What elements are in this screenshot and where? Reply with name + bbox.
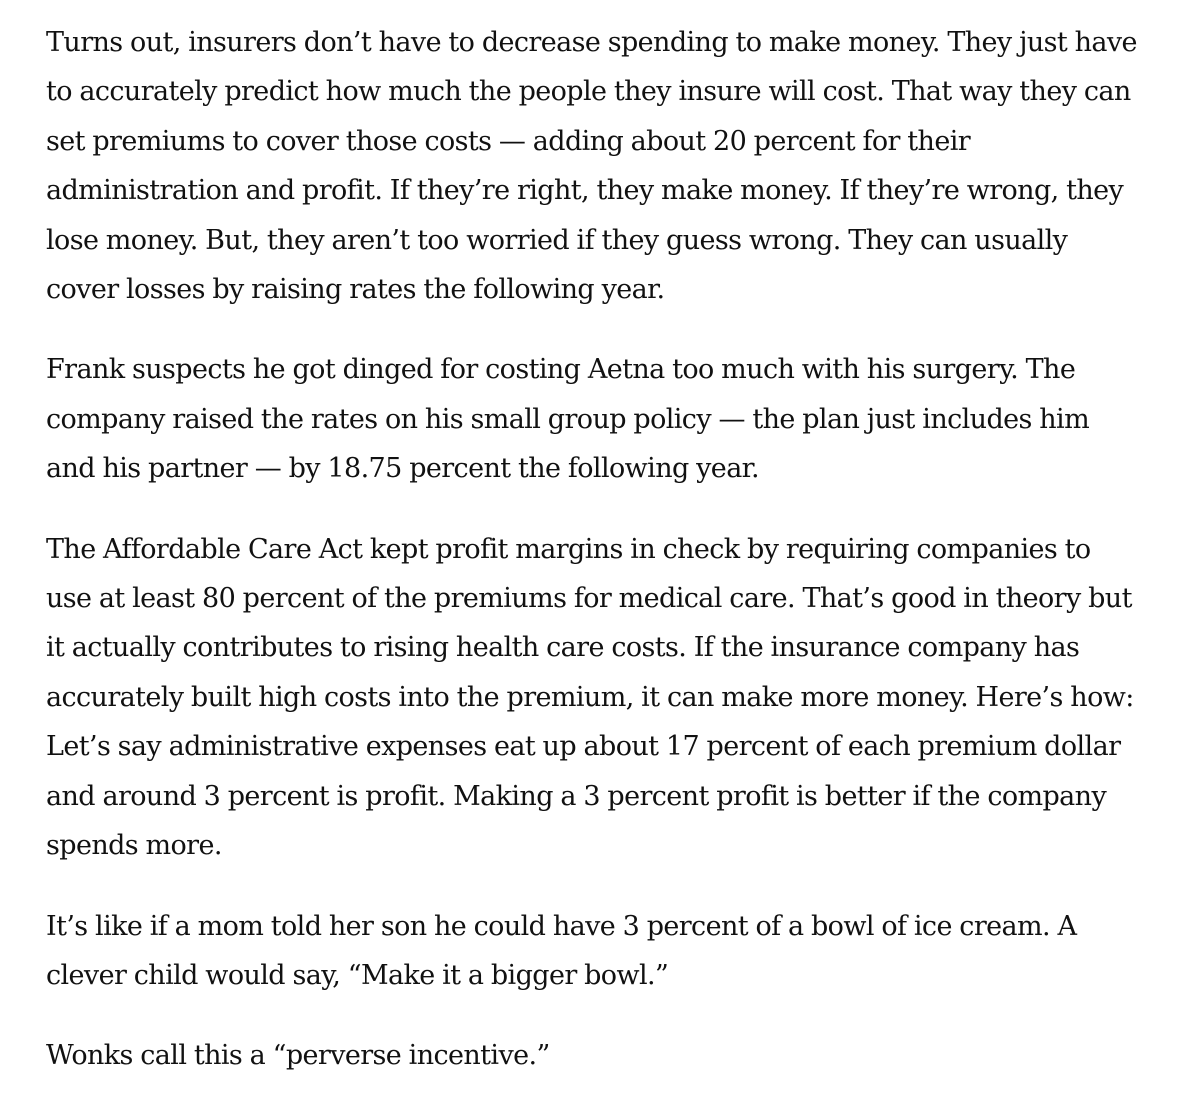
paragraph-frank-rate-increase: Frank suspects he got dinged for costing Aetna too much with his surgery. The company raised the rates on his small group policy — the plan just includes him and his partner — by 18.75 percent the following year. [46, 354, 1090, 485]
paragraph-insurer-profits: Turns out, insurers don’t have to decrease spending to make money. They just have to accurately predict how much the people they insure will cost. That way they can set premiums to cover those costs — adding about 20 percent for their administration and profit. If they’re right, they make money. If they’re wrong, they lose money. But, they aren’t too worried if they guess wrong. They can usually cover losses by raising rates the following year. [46, 27, 1137, 306]
paragraph-ice-cream-analogy: It’s like if a mom told her son he could have 3 percent of a bowl of ice cream. A clever child would say, “Make it a bigger bowl.” [46, 910, 1077, 991]
paragraph-perverse-incentive: Wonks call this a “perverse incentive.” [46, 1040, 550, 1072]
paragraph-affordable-care-act: The Affordable Care Act kept profit margins in check by requiring companies to use at least 80 percent of the premiums for medical care. That’s good in theory but it actually contributes to rising health care costs. If the insurance company has accurately built high costs into the premium, it can make more money. Here’s how: Let’s say administrative expenses eat up about 17 percent of each premium dollar and around 3 percent is profit. Making a 3 percent profit is better if the company spends more. [46, 533, 1134, 862]
